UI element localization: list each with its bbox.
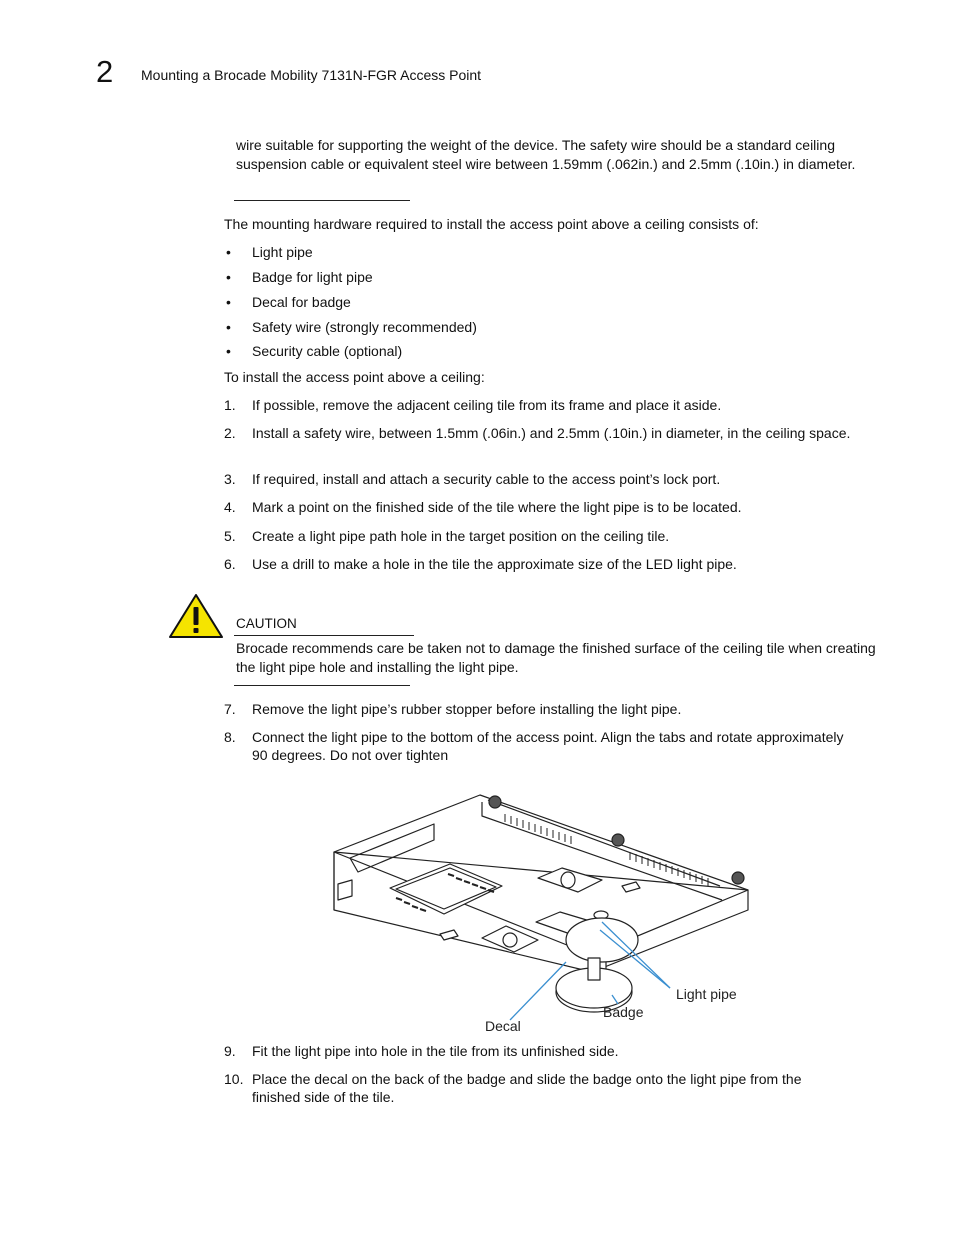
step-text: Connect the light pipe to the bottom of the access point. Align the tabs and rotate approximately 90 degrees. Do not over tighten [252, 729, 844, 763]
bullet-icon: • [226, 343, 231, 359]
list-item: Light pipe [252, 244, 313, 260]
step-text: Create a light pipe path hole in the target position on the ceiling tile. [252, 528, 670, 544]
hardware-intro: The mounting hardware required to install the access point above a ceiling consists of: [224, 216, 759, 232]
step-number: 2. [224, 425, 236, 441]
step-number: 7. [224, 701, 236, 717]
bullet-icon: • [226, 319, 231, 335]
decal-label: Decal [485, 1018, 521, 1034]
step-text: Install a safety wire, between 1.5mm (.06in.) and 2.5mm (.10in.) in diameter, in the ceiling space. [252, 425, 851, 441]
step-number: 5. [224, 528, 236, 544]
running-header-title: Mounting a Brocade Mobility 7131N-FGR Access Point [141, 67, 482, 83]
step-number: 4. [224, 499, 236, 515]
step-text: Fit the light pipe into hole in the tile from its unfinished side. [252, 1043, 619, 1059]
step-number: 10. [224, 1071, 244, 1087]
step-text: If required, install and attach a security cable to the access point’s lock port. [252, 471, 721, 487]
step-text: Remove the light pipe’s rubber stopper before installing the light pipe. [252, 701, 682, 717]
list-item: Security cable (optional) [252, 343, 403, 359]
step-text: Use a drill to make a hole in the tile the approximate size of the LED light pipe. [252, 556, 737, 572]
figure-drawing [330, 790, 754, 1038]
note-text: wire suitable for supporting the weight of the device. The safety wire should be a standard ceiling suspension cable or equivalent steel wire between 1.59mm (.062in.) and 2.5mm (.10in.) in diameter. [236, 137, 856, 172]
step-text: If possible, remove the adjacent ceiling tile from its frame and place it aside. [252, 397, 722, 413]
badge-label: Badge [603, 1004, 644, 1020]
caution-bottom-rule [234, 685, 410, 686]
bullet-icon: • [226, 269, 231, 285]
warning-triangle-icon [167, 592, 225, 640]
caution-label: CAUTION [236, 616, 297, 631]
step-number: 6. [224, 556, 236, 572]
access-point-light-pipe-figure [330, 790, 754, 1038]
install-intro: To install the access point above a ceiling: [224, 369, 485, 385]
note-end-rule [234, 200, 410, 201]
light-pipe-label: Light pipe [676, 986, 737, 1002]
list-item: Decal for badge [252, 294, 351, 310]
caution-text: Brocade recommends care be taken not to damage the finished surface of the ceiling tile when creating the light pipe hole and installing the light pipe. [236, 640, 876, 675]
list-item: Safety wire (strongly recommended) [252, 319, 477, 335]
list-item: Badge for light pipe [252, 269, 373, 285]
caution-top-rule [234, 635, 414, 636]
step-number: 8. [224, 729, 236, 745]
bullet-icon: • [226, 244, 231, 260]
bullet-icon: • [226, 294, 231, 310]
step-number: 1. [224, 397, 236, 413]
chapter-number: 2 [96, 54, 114, 89]
step-number: 3. [224, 471, 236, 487]
step-text: Place the decal on the back of the badge and slide the badge onto the light pipe from the finished side of the tile. [252, 1071, 802, 1105]
step-number: 9. [224, 1043, 236, 1059]
step-text: Mark a point on the finished side of the tile where the light pipe is to be located. [252, 499, 742, 515]
